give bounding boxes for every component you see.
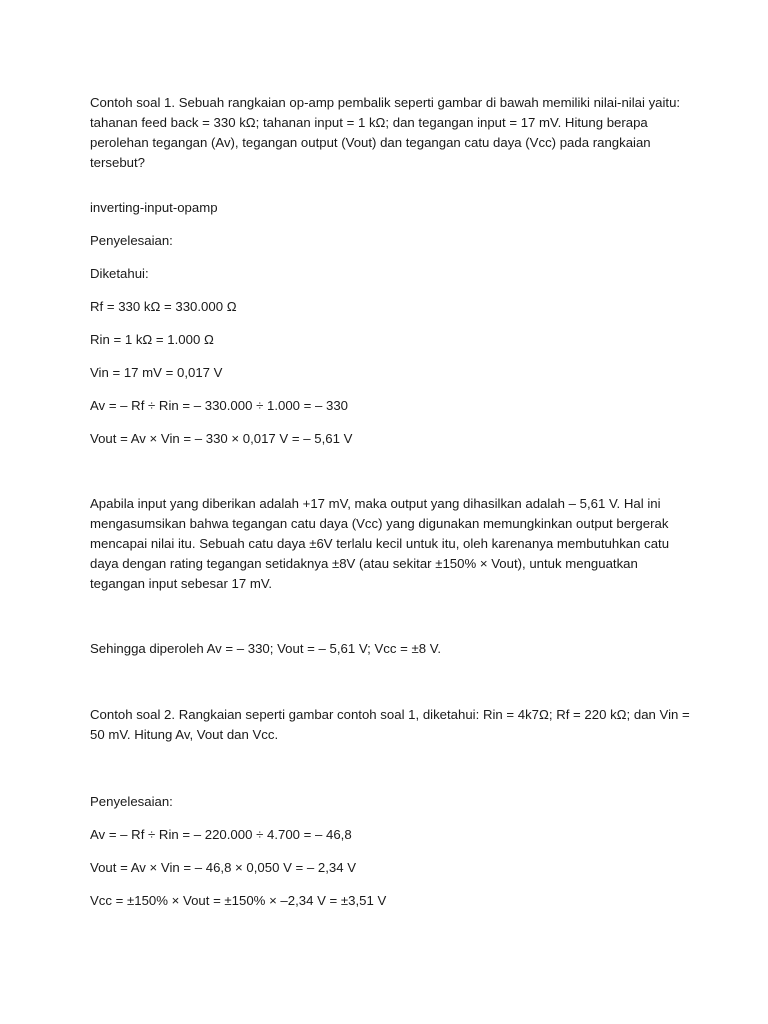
vin-line: Vin = 17 mV = 0,017 V: [90, 365, 223, 380]
av-line-2: Av = – Rf ÷ Rin = – 220.000 ÷ 4.700 = – 46,8: [90, 827, 352, 842]
penyelesaian-heading-1: Penyelesaian:: [90, 233, 173, 248]
vcc-line: Vcc = ±150% × Vout = ±150% × –2,34 V = ±3,51 V: [90, 893, 387, 908]
image-caption: inverting-input-opamp: [90, 200, 218, 215]
soal1-paragraph: Contoh soal 1. Sebuah rangkaian op-amp pembalik seperti gambar di bawah memiliki nilai-nilai yaitu: tahanan feed back = 330 kΩ; tahanan input = 1 kΩ; dan tegangan input = 17 mV. Hitung berapa perolehan tegangan (Av), tegangan output (Vout) dan tegangan catu daya (Vcc) pada rangkaian tersebut?: [90, 95, 681, 170]
vout-line-2: Vout = Av × Vin = – 46,8 × 0,050 V = – 2,34 V: [90, 860, 357, 875]
av-line-1: Av = – Rf ÷ Rin = – 330.000 ÷ 1.000 = – 330: [90, 398, 349, 413]
rin-line: Rin = 1 kΩ = 1.000 Ω: [90, 332, 214, 347]
soal2-paragraph: Contoh soal 2. Rangkaian seperti gambar contoh soal 1, diketahui: Rin = 4k7Ω; Rf = 220 kΩ; dan Vin = 50 mV. Hitung Av, Vout dan Vcc.: [90, 707, 690, 742]
rf-line: Rf = 330 kΩ = 330.000 Ω: [90, 299, 237, 314]
explanation-paragraph: Apabila input yang diberikan adalah +17 mV, maka output yang dihasilkan adalah – 5,61 V. Hal ini mengasumsikan bahwa tegangan catu daya (Vcc) yang digunakan memungkinkan output bergerak mencapai nilai itu. Sebuah catu daya ±6V terlalu kecil untuk itu, oleh karenanya membutuhkan catu daya dengan rating tegangan setidaknya ±8V (atau sekitar ±150% × Vout), untuk menguatkan tegangan input sebesar 17 mV.: [90, 496, 670, 591]
vout-line-1: Vout = Av × Vin = – 330 × 0,017 V = – 5,61 V: [90, 431, 353, 446]
summary-line: Sehingga diperoleh Av = – 330; Vout = – 5,61 V; Vcc = ±8 V.: [90, 641, 441, 656]
penyelesaian-heading-2: Penyelesaian:: [90, 794, 173, 809]
diketahui-label: Diketahui:: [90, 266, 149, 281]
